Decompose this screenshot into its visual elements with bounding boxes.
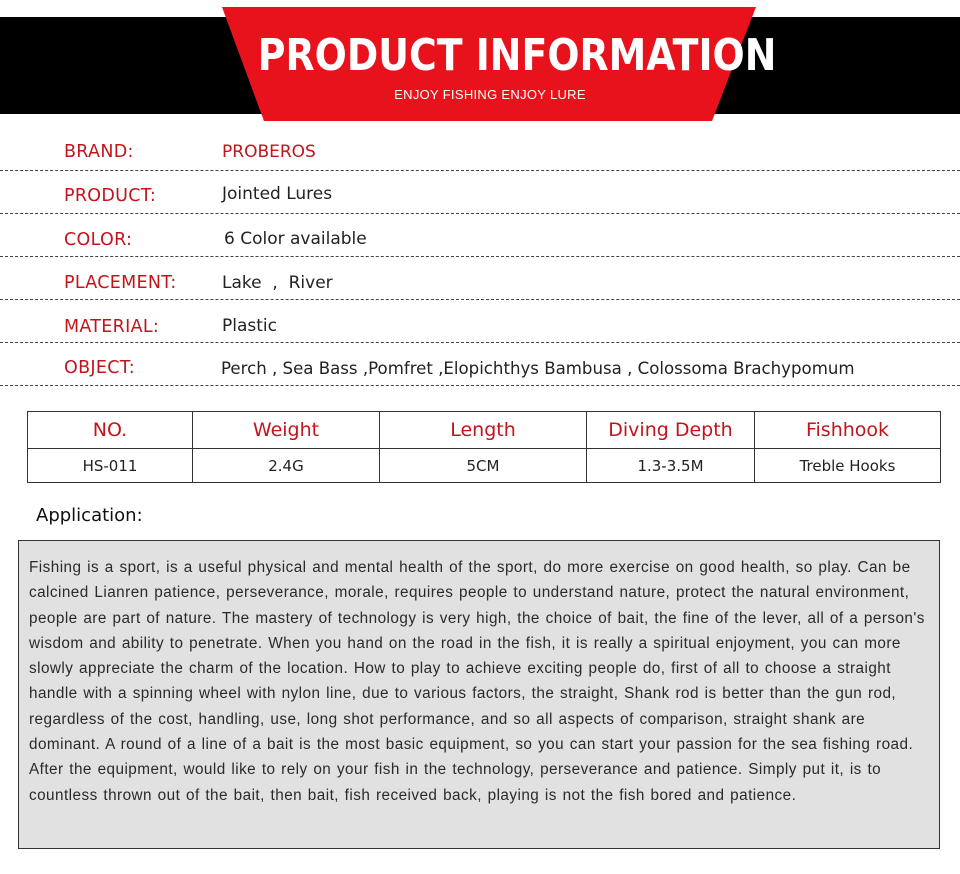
- spec-value-weight: 2.4G: [193, 449, 380, 483]
- spec-header-diving-depth: Diving Depth: [587, 412, 755, 449]
- spec-header-length: Length: [380, 412, 587, 449]
- color-value: 6 Color available: [224, 229, 367, 249]
- spec-value-no: HS-011: [28, 449, 193, 483]
- page-subtitle: ENJOY FISHING ENJOY LURE: [394, 87, 586, 102]
- divider: [0, 256, 960, 257]
- placement-label: PLACEMENT:: [64, 273, 177, 293]
- spec-header-no: NO.: [28, 412, 193, 449]
- object-value: Perch , Sea Bass ,Pomfret ,Elopichthys Bambusa , Colossoma Brachypomum: [221, 359, 855, 378]
- spec-value-fishhook: Treble Hooks: [799, 457, 896, 475]
- material-label: MATERIAL:: [64, 317, 160, 337]
- divider: [0, 213, 960, 214]
- brand-label: BRAND:: [64, 142, 134, 162]
- spec-value-diving-depth: 1.3-3.5M: [587, 449, 755, 483]
- brand-value: PROBEROS: [222, 142, 316, 162]
- product-label: PRODUCT:: [64, 186, 157, 206]
- spec-header-weight: Weight: [193, 412, 380, 449]
- application-panel: [18, 540, 940, 849]
- placement-value: Lake , River: [222, 273, 333, 293]
- application-title: Application:: [36, 505, 143, 526]
- divider: [0, 385, 960, 386]
- application-text: Fishing is a sport, is a useful physical and mental health of the sport, do more exercise on good health, so play. Can be calcined Lianren patience, perseverance, morale, requires people to understand nature, protect the natural environment, people are part of nature. The mastery of technology is very high, the choice of bait, the fine of the lever, all of a person's wisdom and ability to penetrate. When you hand on the road in the fish, it is really a spiritual enjoyment, you can more slowly appreciate the charm of the location. How to play to achieve exciting people do, first of all to choose a straight handle with a spinning wheel with nylon line, due to various factors, the straight, Shank rod is better than the gun rod, regardless of the cost, handling, use, long shot performance, and so all aspects of comparison, straight shank are dominant. A round of a line of a bait is the most basic equipment, so you can start your passion for the sea fishing road. After the equipment, would like to rely on your fish in the technology, perseverance and patience. Simply put it, is to countless thrown out of the bait, then bait, fish received back, playing is not the fish bored and patience.: [29, 559, 925, 804]
- divider: [0, 342, 960, 343]
- spec-header-fishhook: Fishhook: [755, 412, 940, 449]
- object-label: OBJECT:: [64, 358, 135, 378]
- spec-table: [27, 411, 941, 483]
- product-value: Jointed Lures: [222, 184, 333, 204]
- color-label: COLOR:: [64, 230, 133, 250]
- page-title: PRODUCT INFORMATION: [257, 30, 777, 81]
- divider: [0, 170, 960, 171]
- spec-value-length: 5CM: [380, 449, 587, 483]
- divider: [0, 299, 960, 300]
- material-value: Plastic: [222, 316, 277, 336]
